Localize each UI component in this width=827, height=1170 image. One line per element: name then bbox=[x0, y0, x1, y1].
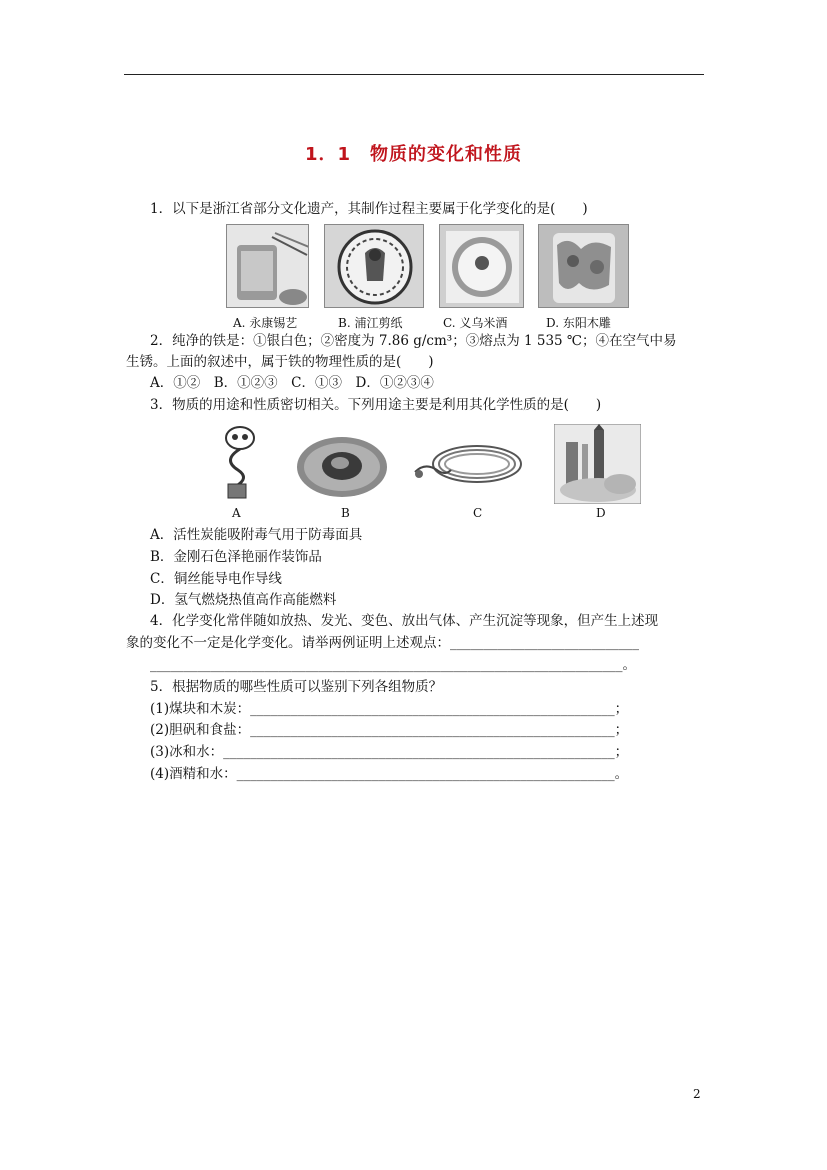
question-5-item-4: (4)酒精和水：________________________________________________________。 bbox=[150, 766, 629, 782]
q3-figure-label-b: B bbox=[341, 506, 350, 520]
tin-ware-icon bbox=[227, 225, 309, 308]
rocket-launch-icon bbox=[554, 424, 641, 504]
question-3-option-b: B．金刚石色泽艳丽作装饰品 bbox=[150, 549, 322, 565]
header-rule bbox=[124, 74, 704, 75]
question-5-item-1: (1)煤块和木炭：______________________________________________________； bbox=[150, 701, 629, 717]
q3-figure-label-a: A bbox=[232, 506, 241, 520]
q1-caption-b: B. 浦江剪纸 bbox=[338, 316, 403, 330]
gas-mask-icon bbox=[212, 424, 262, 502]
question-5-stem: 5．根据物质的哪些性质可以鉴别下列各组物质？ bbox=[150, 679, 443, 695]
question-3-option-d: D．氢气燃烧热值高作高能燃料 bbox=[150, 592, 337, 608]
diamond-icon bbox=[296, 436, 389, 498]
question-3-stem: 3．物质的用途和性质密切相关。下列用途主要是利用其化学性质的是( ) bbox=[150, 397, 602, 413]
copper-wire-icon bbox=[411, 440, 526, 490]
question-1-stem: 1．以下是浙江省部分文化遗产，其制作过程主要属于化学变化的是( ) bbox=[150, 201, 588, 217]
question-4-line-3: ______________________________________________________________________。 bbox=[150, 657, 636, 673]
q3-figure-label-c: C bbox=[473, 506, 483, 520]
rice-wine-bowl-icon bbox=[440, 225, 524, 308]
question-2-line-2: 生锈。上面的叙述中，属于铁的物理性质的是( ) bbox=[126, 354, 434, 370]
question-5-item-3: (3)冰和水：__________________________________________________________； bbox=[150, 744, 629, 760]
question-3-option-c: C．铜丝能导电作导线 bbox=[150, 571, 282, 587]
q3-figure-label-d: D bbox=[596, 506, 606, 520]
question-2-line-1: 2．纯净的铁是：①银白色；②密度为 7.86 g/cm³；③熔点为 1 535 ℃；④在空气中易 bbox=[150, 333, 677, 349]
question-4-line-1: 4．化学变化常伴随如放热、发光、变色、放出气体、产生沉淀等现象，但产生上述现 bbox=[150, 613, 659, 629]
question-3-option-a: A．活性炭能吸附毒气用于防毒面具 bbox=[150, 527, 363, 543]
question-4-line-2: 象的变化不一定是化学变化。请举两例证明上述观点：____________________________ bbox=[126, 635, 639, 651]
wood-carving-icon bbox=[539, 225, 629, 308]
q1-caption-a: A. 永康锡艺 bbox=[233, 316, 298, 330]
q1-caption-d: D. 东阳木雕 bbox=[546, 316, 611, 330]
question-2-options: A．①② B．①②③ C．①③ D．①②③④ bbox=[150, 375, 434, 391]
q1-caption-c: C. 义乌米酒 bbox=[443, 316, 508, 330]
page-number: 2 bbox=[693, 1087, 701, 1101]
page-title: 1．1 物质的变化和性质 bbox=[304, 144, 523, 165]
paper-cut-icon bbox=[325, 225, 424, 308]
question-5-item-2: (2)胆矾和食盐：______________________________________________________； bbox=[150, 722, 629, 738]
